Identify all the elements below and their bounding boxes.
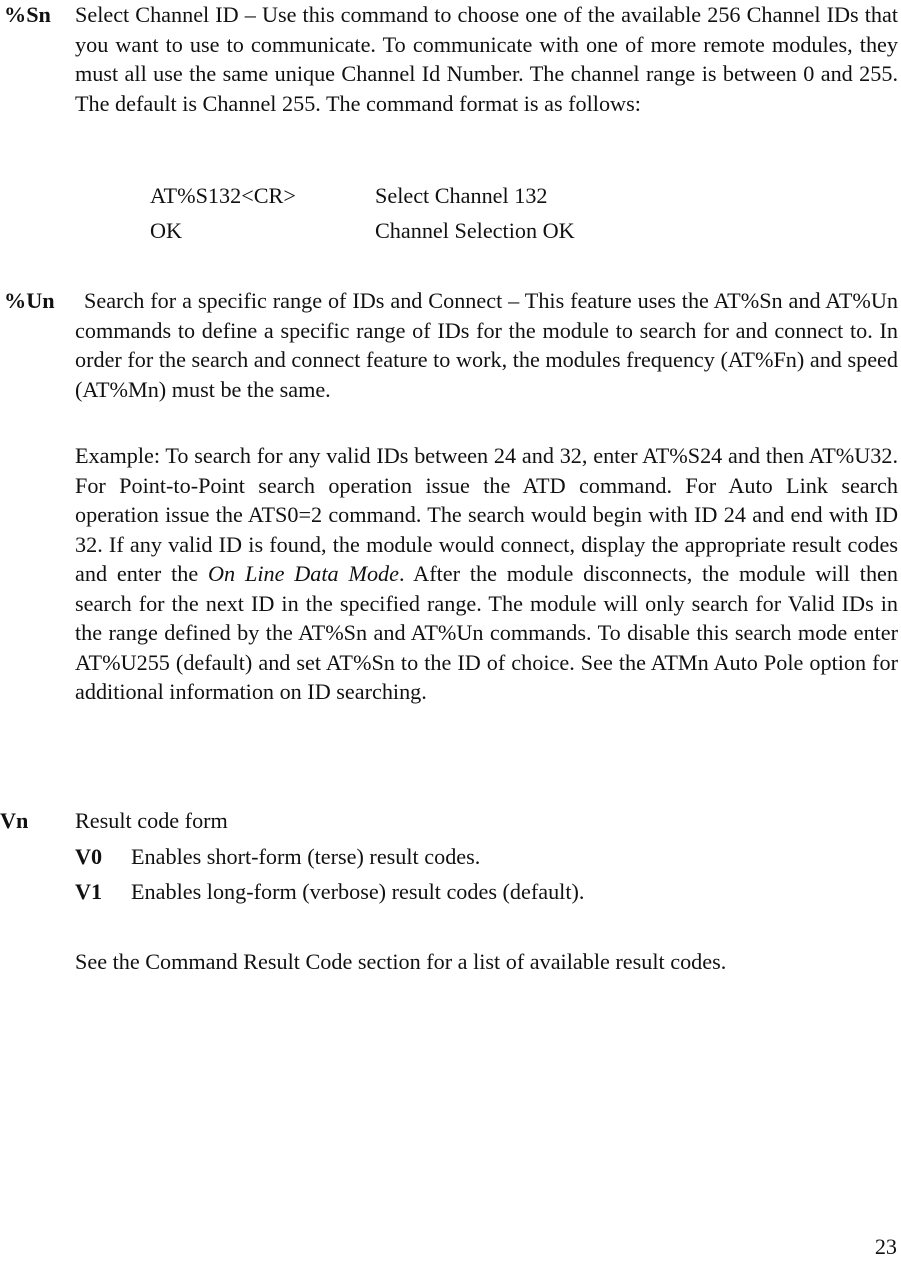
vn-note: See the Command Result Code section for a list of available result codes.	[75, 949, 727, 974]
sn-example-meaning: Select Channel 132	[375, 183, 548, 208]
vn-option-v0	[75, 842, 480, 872]
un-example-text: Example: To search for any valid IDs between 24 and 32, enter AT%S24 and then AT%U32. For Point-to-Point search operation issue the ATD command. For Auto Link search operation issue the ATS0=2 command. The search would begin with ID 24 and end with ID 32. If any valid ID is found, the module would connect, display the appropriate result codes and enter the On Line Data Mode. After the module disconnects, the module will then search for the next ID in the specified range. The module will only search for Valid IDs in the range defined by the AT%Sn and AT%Un commands. To disable this search mode enter AT%U255 (default) and set AT%Sn to the ID of choice. See the ATMn Auto Pole option for additional information on ID searching.	[75, 443, 898, 704]
vn-option-v1	[75, 877, 584, 907]
sn-example-command: AT%S132<CR>	[150, 183, 296, 208]
option-code: V0	[75, 844, 103, 869]
option-description: Enables long-form (verbose) result codes (default).	[131, 879, 585, 904]
option-description: Enables short-form (terse) result codes.	[131, 844, 481, 869]
sn-example-row-2	[150, 216, 575, 246]
sn-example-command: OK	[150, 218, 183, 243]
on-line-data-mode-emphasis: On Line Data Mode	[208, 561, 400, 586]
sn-example-row-1	[150, 181, 548, 211]
term-un: %Un	[4, 288, 55, 313]
sn-example-meaning: Channel Selection OK	[375, 218, 575, 243]
option-code: V1	[75, 879, 103, 904]
vn-description: Result code form	[75, 808, 228, 833]
term-vn: Vn	[0, 808, 29, 833]
un-description	[75, 286, 898, 404]
sn-description-text: Select Channel ID – Use this command to choose one of the available 256 Channel IDs that you want to use to communicate. To communicate with one of more remote modules, they must all use the same unique Channel Id Number. The channel range is between 0 and 255. The default is Channel 255. The command format is as follows:	[75, 2, 898, 116]
page-number: 23	[874, 1234, 897, 1259]
un-description-text: Search for a specific range of IDs and Connect – This feature uses the AT%Sn and AT%Un commands to define a specific range of IDs for the module to search for and connect to. In order for the search and connect feature to work, the modules frequency (AT%Fn) and speed (AT%Mn) must be the same.	[75, 288, 898, 402]
sn-description	[75, 0, 898, 118]
term-sn: %Sn	[4, 2, 51, 27]
un-example	[75, 441, 898, 707]
